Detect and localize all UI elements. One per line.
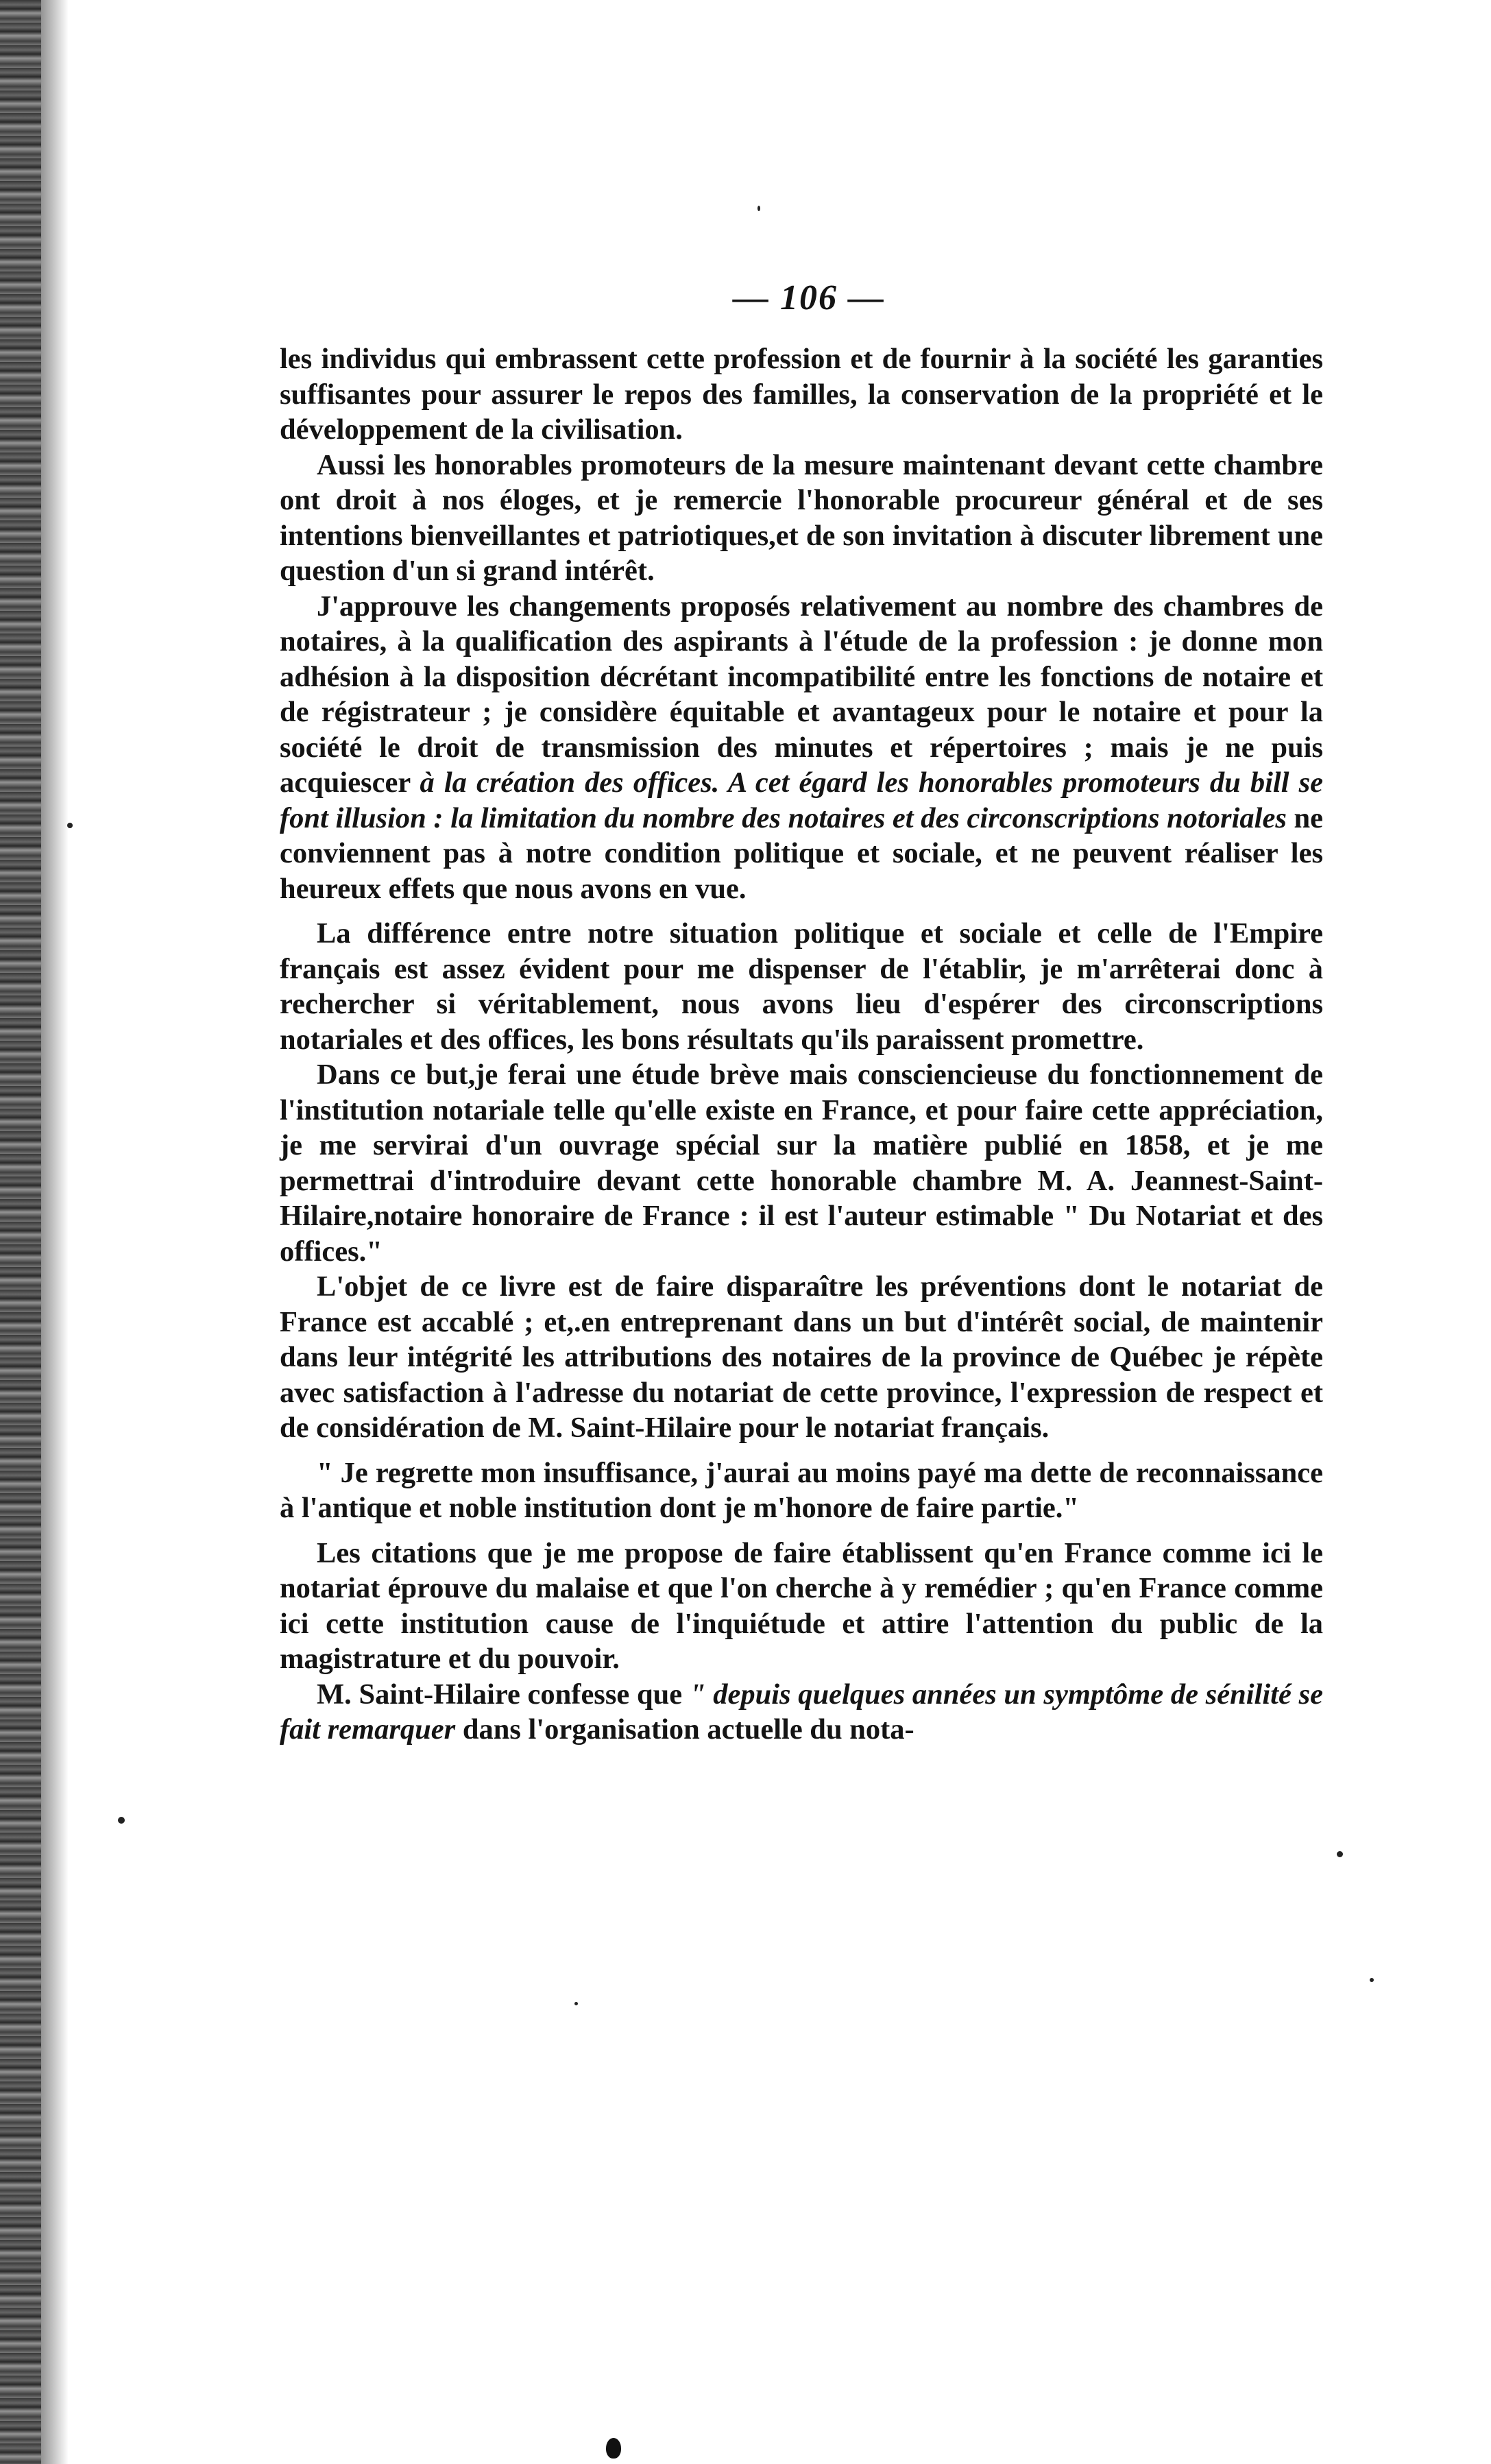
paragraph bbox=[280, 1536, 1323, 1677]
paragraph-italic-text: " depuis quelques années un symptôme de sénilité se fait remarquer bbox=[280, 1678, 1323, 1746]
paragraph-italic-text: à la création des offices. A cet égard les honorables promoteurs du bill se font illusion : la limitation du nombre des notaires et des circonscriptions notoriales bbox=[280, 766, 1323, 834]
paragraph-text: Aussi les honorables promoteurs de la mesure maintenant devant cette chambre ont droit à nos éloges, et je remercie l'honorable procureur général et de ses intentions bienveillantes et patriotiques,et de son invitation à discuter librement une question d'un si grand intérêt. bbox=[280, 448, 1323, 587]
paragraph-text: La différence entre notre situation politique et sociale et celle de l'Empire français est assez évident pour me dispenser de l'établir, je m'arrêterai donc à rechercher si véritablement, nous avons lieu d'espérer des circonscriptions notariales et des offices, les bons résultats qu'ils paraissent promettre. bbox=[280, 917, 1323, 1056]
scan-speck bbox=[757, 206, 760, 211]
paragraph-text: " Je regrette mon insuffisance, j'aurai au moins payé ma dette de reconnaissance à l'antique et noble institution dont je m'honore de faire partie." bbox=[280, 1456, 1323, 1524]
scan-speck bbox=[1337, 1851, 1343, 1857]
paragraph bbox=[280, 1269, 1323, 1446]
scan-speck bbox=[118, 1817, 125, 1824]
scan-speck bbox=[1370, 1978, 1374, 1982]
paragraph-text: M. Saint-Hilaire confesse que bbox=[317, 1678, 690, 1711]
paragraph bbox=[280, 1677, 1323, 1748]
paragraph bbox=[280, 1057, 1323, 1269]
paragraph bbox=[280, 448, 1323, 589]
paragraph bbox=[280, 1456, 1323, 1526]
paragraph-text: Les citations que je me propose de faire établissent qu'en France comme ici le notariat éprouve du malaise et que l'on cherche à y remédier ; qu'en France comme ici cette institution cause de l'inquiétude et attire l'attention du public de la magistrature et du pouvoir. bbox=[280, 1536, 1323, 1675]
paragraph-text: L'objet de ce livre est de faire disparaître les préventions dont le notariat de France est accablé ; et,.en entreprenant dans un but d'intérêt social, de maintenir dans leur intégrité les attributions des notaires de la province de Québec je répète avec satisfaction à l'adresse du notariat de cette province, l'expression de respect et de considération de M. Saint-Hilaire pour le notariat français. bbox=[280, 1270, 1323, 1444]
scan-binding-edge bbox=[0, 0, 41, 2464]
paragraph-text: les individus qui embrassent cette profession et de fournir à la société les garanties suffisantes pour assurer le repos des familles, la conservation de la propriété et le développement de la civilisation. bbox=[280, 343, 1323, 446]
paragraph bbox=[280, 341, 1323, 448]
paragraph-text: Dans ce but,je ferai une étude brève mais consciencieuse du fonctionnement de l'institution notariale telle qu'elle existe en France, et pour faire cette appréciation, je me servirai d'un ouvrage spécial sur la matière publié en 1858, et je me permettrai d'introduire devant cette honorable chambre M. A. Jeannest-Saint-Hilaire,notaire honoraire de France : il est l'auteur estimable " Du Notariat et des offices." bbox=[280, 1059, 1323, 1268]
scan-binding-shadow bbox=[41, 0, 69, 2464]
body-text bbox=[280, 341, 1323, 1748]
paragraph-text: J'approuve les changements proposés relativement au nombre des chambres de notaires, à la qualification des aspirants à l'étude de la profession : je donne mon adhésion à la disposition décrétant incompatibilité entre les fonctions de notaire et de régistrateur ; je considère équitable et avantageux pour le notaire et pour la société le droit de transmission des minutes et répertoires ; mais je ne puis acquiescer bbox=[280, 590, 1323, 799]
paragraph-text: ne conviennent pas à notre condition politique et sociale, et ne peuvent réaliser les heureux effets que nous avons en vue. bbox=[280, 801, 1324, 905]
page-number: — 106 — bbox=[733, 278, 885, 317]
scan-speck bbox=[67, 823, 73, 828]
paragraph bbox=[280, 589, 1323, 907]
paragraph-text: dans l'organisation actuelle du nota- bbox=[455, 1713, 914, 1746]
scan-speck bbox=[574, 2002, 578, 2005]
paragraph bbox=[280, 916, 1323, 1057]
scan-ink-mark bbox=[606, 2438, 621, 2459]
